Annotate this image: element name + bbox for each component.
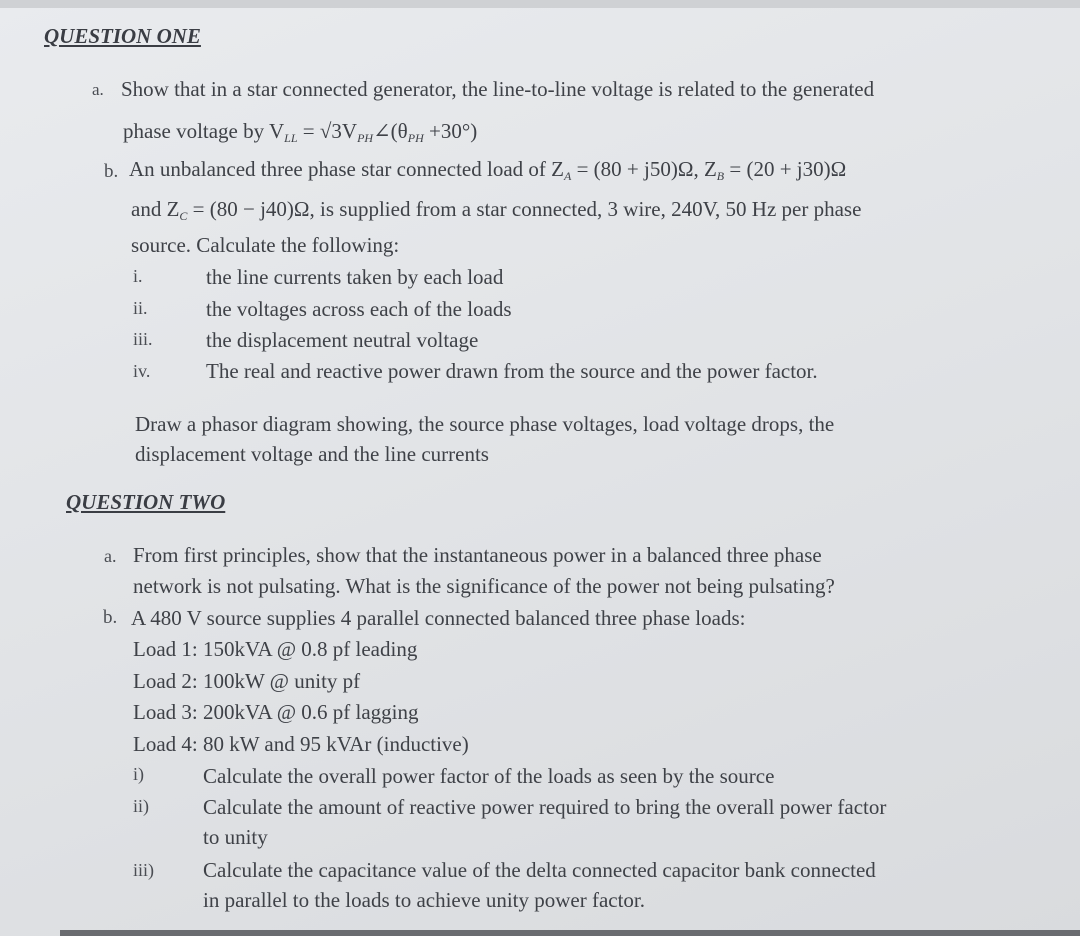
q2-b-item-text: Calculate the capacitance value of the delta connected capacitor bank connected: [203, 858, 876, 882]
q1-b-item-text: the voltages across each of the loads: [206, 297, 512, 321]
q1-b-item-num: i.: [133, 266, 143, 286]
q1-part-b-line2: and $Z_C = (80 - j40)\Omega$, is supplied from a star connected, 3 wire, 240V, 50 Hz per phase: [131, 197, 862, 223]
q1-b-item-num: iii.: [133, 329, 153, 349]
q1-b-item-num: iv.: [133, 361, 151, 381]
question-one-heading: QUESTION ONE: [44, 24, 201, 48]
q2-b-item-num: i): [133, 764, 144, 784]
q2-b-item-text: Calculate the amount of reactive power required to bring the overall power factor: [203, 795, 887, 819]
page-bottom-edge: [60, 930, 1080, 936]
q2-b-item-num: ii): [133, 796, 149, 816]
page-edge-shadow: [0, 0, 1080, 8]
q1-phasor-instruction-line2: displacement voltage and the line currents: [135, 442, 489, 466]
q1-b-item-num: ii.: [133, 298, 148, 318]
q2-b-item-num: iii): [133, 860, 154, 880]
q2-b-item-text: in parallel to the loads to achieve unity power factor.: [203, 888, 646, 912]
q1-phasor-instruction-line1: Draw a phasor diagram showing, the source phase voltages, load voltage drops, the: [135, 412, 835, 436]
q2-load-item: Load 4: 80 kW and 95 kVAr (inductive): [133, 732, 469, 756]
q1-b-item-text: the displacement neutral voltage: [206, 328, 479, 352]
q2-load-item: Load 3: 200kVA @ 0.6 pf lagging: [133, 700, 419, 724]
q2-part-b-label: b.: [103, 607, 118, 628]
q1-part-a-label: a.: [92, 80, 104, 99]
q1-b-item-text: The real and reactive power drawn from the source and the power factor.: [206, 359, 818, 383]
q1-part-a-line2: phase voltage by $V_{LL}$ = $√3V_{PH}\angle(\theta_{PH} +30^\circ)$: [123, 119, 478, 145]
q2-load-item: Load 2: 100kW @ unity pf: [133, 669, 361, 693]
question-two-heading: QUESTION TWO: [66, 490, 226, 514]
q1-part-a-line1: Show that in a star connected generator, the line-to-line voltage is related to the generated: [121, 77, 875, 101]
q2-part-a-line1: From first principles, show that the instantaneous power in a balanced three phase: [133, 543, 822, 567]
q1-b-item-text: the line currents taken by each load: [206, 265, 504, 289]
q2-part-a-line2: network is not pulsating. What is the significance of the power not being pulsating?: [133, 574, 835, 598]
q2-part-a-label: a.: [104, 546, 117, 566]
q2-part-b-line1: A 480 V source supplies 4 parallel connected balanced three phase loads:: [131, 606, 746, 630]
q1-part-b-line3: source. Calculate the following:: [131, 233, 400, 257]
q1-part-b-line1: An unbalanced three phase star connected load of $Z_A = (80 + j50)\Omega$, $Z_B = (20 + j30)\Omega$: [129, 157, 847, 183]
q2-load-item: Load 1: 150kVA @ 0.8 pf leading: [133, 637, 418, 661]
q2-b-item-text: to unity: [203, 825, 268, 849]
q1-part-b-label: b.: [104, 161, 119, 182]
q2-b-item-text: Calculate the overall power factor of the loads as seen by the source: [203, 764, 775, 788]
